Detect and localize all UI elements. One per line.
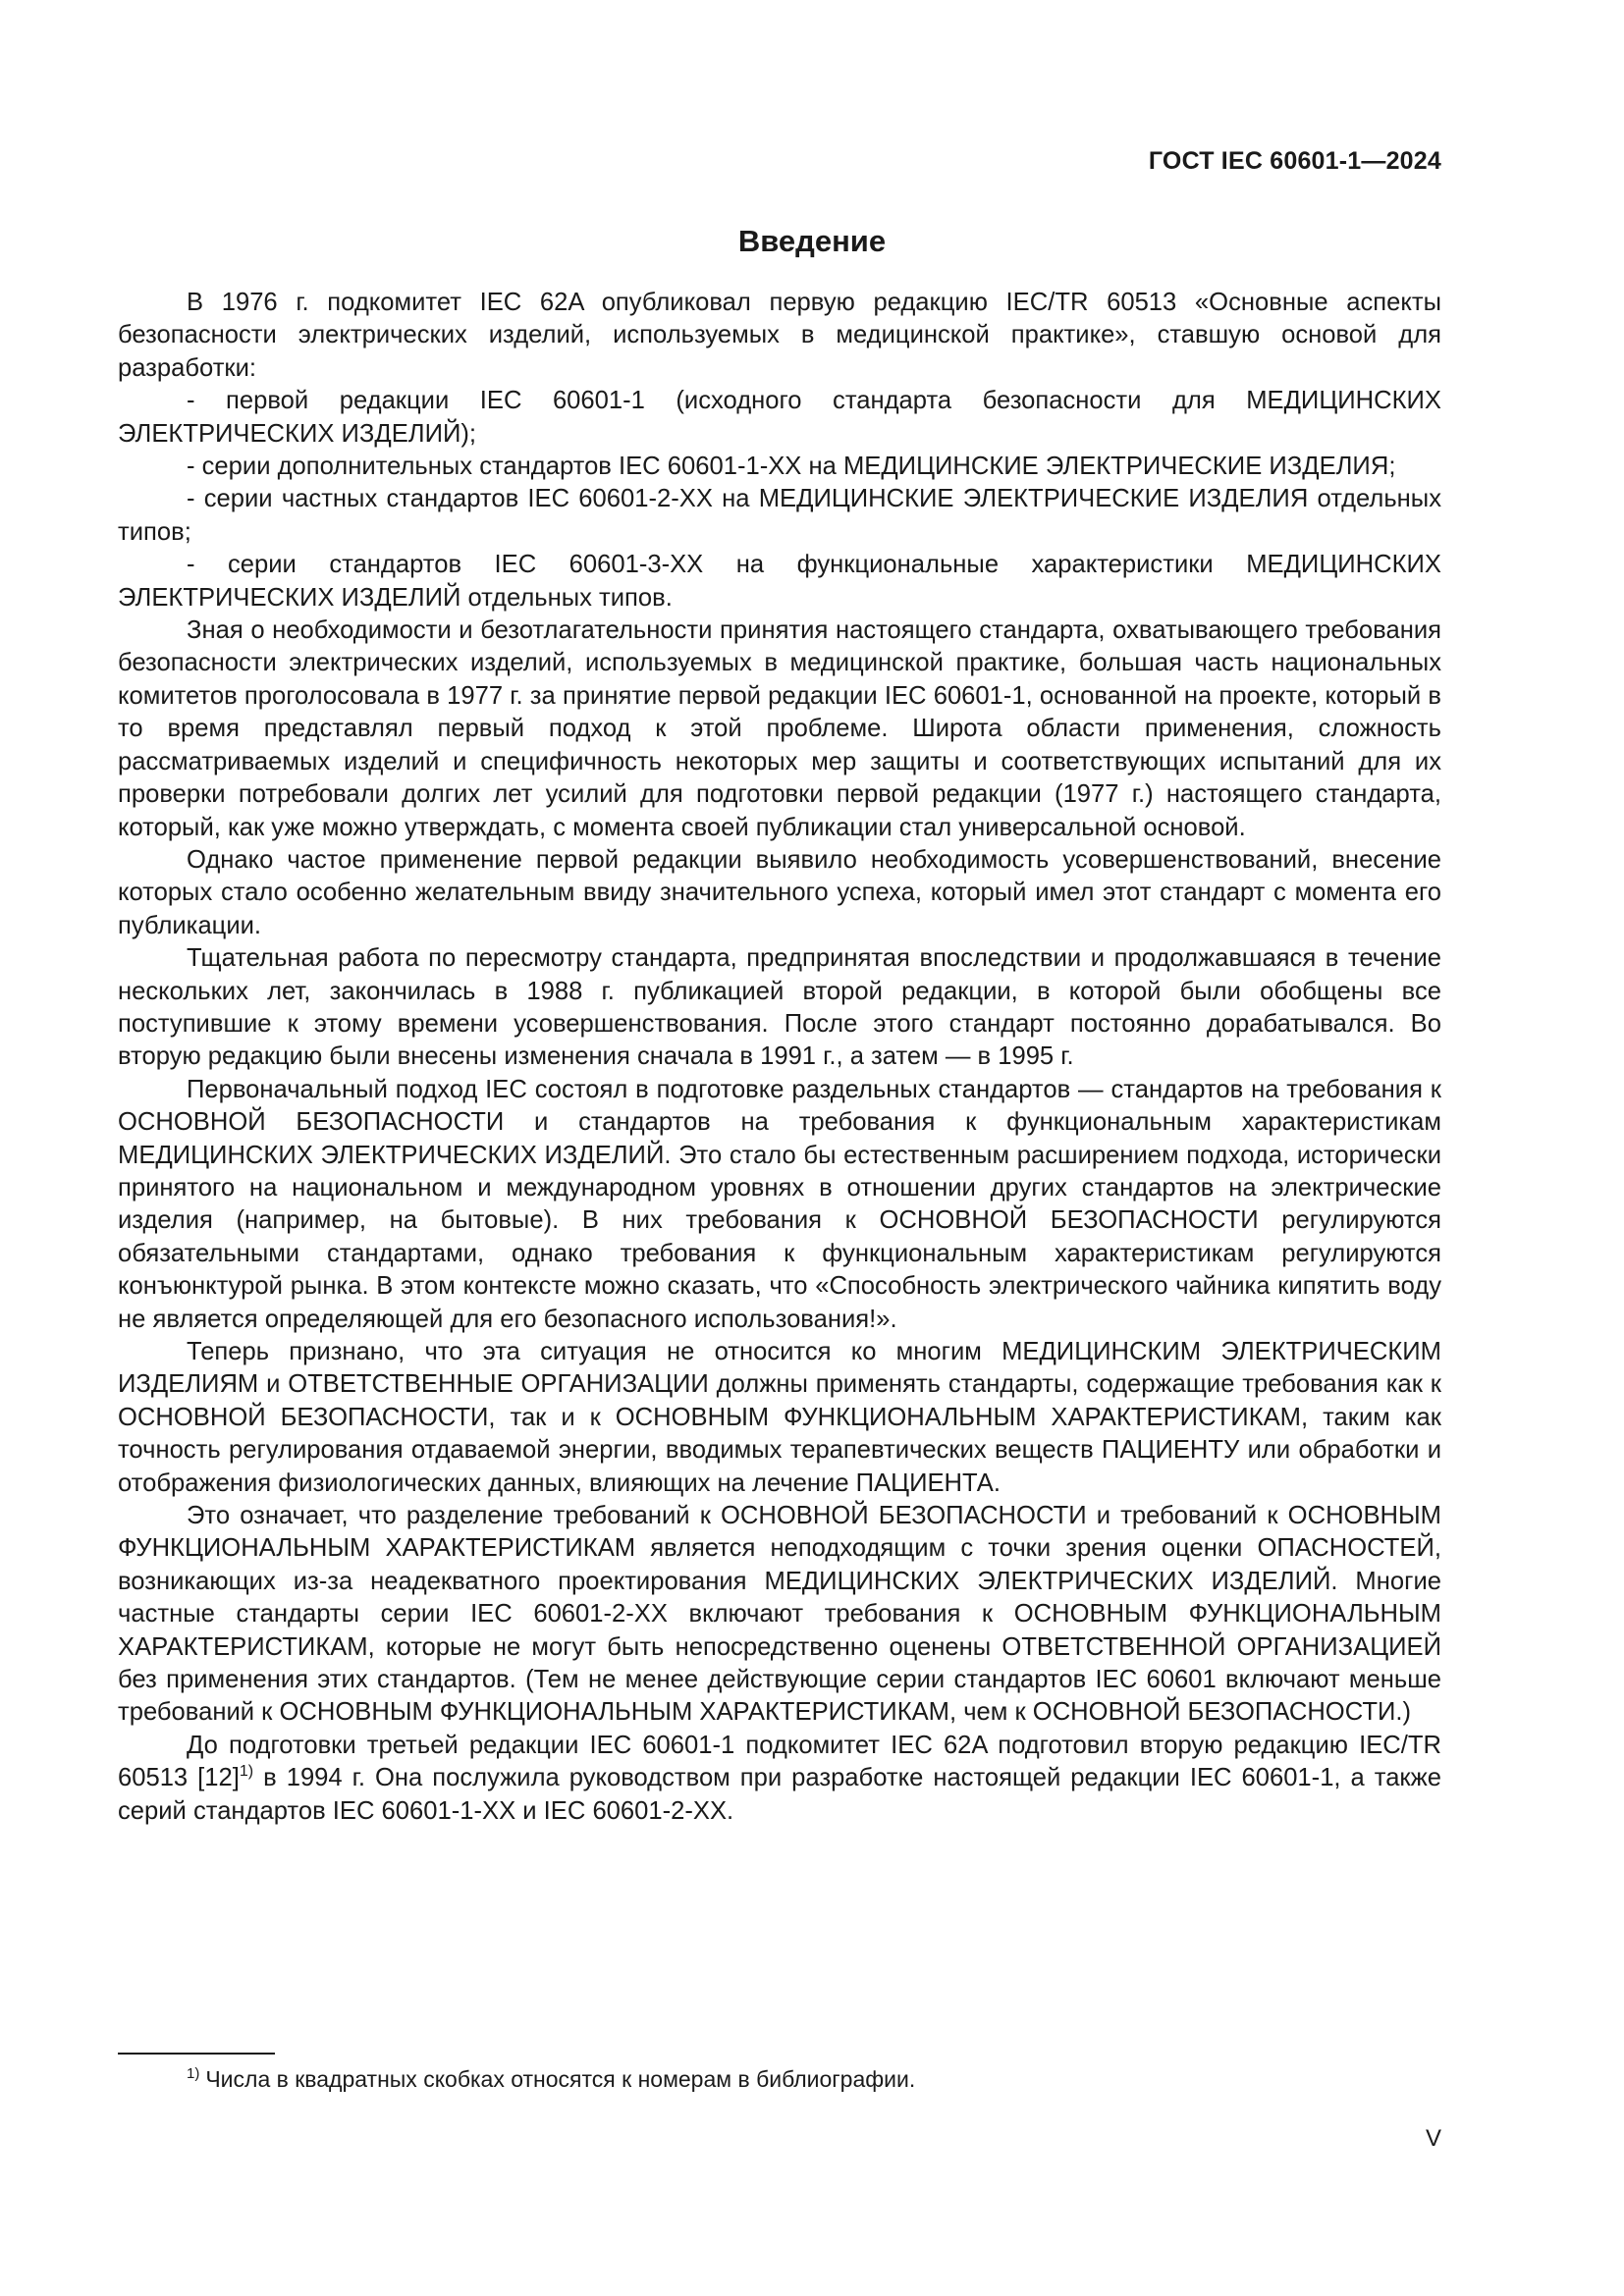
paragraph: Зная о необходимости и безотлагательности принятия настоящего стандарта, охватывающего требования безопасности электрических изделий, используемых в медицинской практике, большая часть национальных комитетов проголосовала в 1977 г. за принятие первой редакции IEC 60601-1, основанной на проекте, который в то время представлял первый подход к этой проблеме. Широта области применения, сложность рассматриваемых изделий и специфичность некоторых мер защиты и соответствующих испытаний для их проверки потребовали долгих лет усилий для подготовки первой редакции (1977 г.) настоящего стандарта, который, как уже можно утверждать, с момента своей публикации стал универсальной основой.	[118, 616, 1441, 841]
body-text	[118, 287, 1441, 1828]
paragraph: В 1976 г. подкомитет IEC 62A опубликовал первую редакцию IEC/TR 60513 «Основные аспекты безопасности электрических изделий, используемых в медицинской практике», ставшую основой для разработки:	[118, 289, 1441, 382]
paragraph: Первоначальный подход IEC состоял в подготовке раздельных стандартов — стандартов на требования к ОСНОВНОЙ БЕЗОПАСНОСТИ и стандартов на требования к функциональным характеристикам МЕДИЦИНСКИХ ЭЛЕКТРИЧЕСКИХ ИЗДЕЛИЙ. Это стало бы естественным расширением подхода, исторически принятого на национальном и международном уровнях в отношении других стандартов на электрические изделия (например, на бытовые). В них требования к ОСНОВНОЙ БЕЗОПАСНОСТИ регулируются обязательными стандартами, однако требования к функциональным характеристикам регулируются конъюнктурой рынка. В этом контексте можно сказать, что «Способность электрического чайника кипятить воду не является определяющей для его безопасного использования!».	[118, 1075, 1441, 1333]
paragraph: Это означает, что разделение требований к ОСНОВНОЙ БЕЗОПАСНОСТИ и требований к ОСНОВНЫМ ФУНКЦИОНАЛЬНЫМ ХАРАКТЕРИСТИКАМ является неподходящим с точки зрения оценки ОПАСНОСТЕЙ, возникающих из-за неадекватного проектирования МЕДИЦИНСКИХ ЭЛЕКТРИЧЕСКИХ ИЗДЕЛИЙ. Многие частные стандарты серии IEC 60601-2-XX включают требования к ОСНОВНЫМ ФУНКЦИОНАЛЬНЫМ ХАРАКТЕРИСТИКАМ, которые не могут быть непосредственно оценены ОТВЕТСТВЕННОЙ ОРГАНИЗАЦИЕЙ без применения этих стандартов. (Тем не менее действующие серии стандартов IEC 60601 включают меньше требований к ОСНОВНЫМ ФУНКЦИОНАЛЬНЫМ ХАРАКТЕРИСТИКАМ, чем к ОСНОВНОЙ БЕЗОПАСНОСТИ.)	[118, 1502, 1441, 1727]
list-item: - серии стандартов IEC 60601-3-XX на функциональные характеристики МЕДИЦИНСКИХ ЭЛЕКТРИЧЕСКИХ ИЗДЕЛИЙ отдельных типов.	[118, 551, 1441, 612]
paragraph: Тщательная работа по пересмотру стандарта, предпринятая впоследствии и продолжавшаяся в течение нескольких лет, закончилась в 1988 г. публикацией второй редакции, в которой были обобщены все поступившие к этому времени усовершенствования. После этого стандарт постоянно дорабатывался. Во вторую редакцию были внесены изменения сначала в 1991 г., а затем — в 1995 г.	[118, 944, 1441, 1071]
paragraph-text: в 1994 г. Она послужила руководством при разработке настоящей редакции IEC 60601-1, а также серий стандартов IEC 60601-1-XX и IEC 60601-2-XX.	[118, 1764, 1441, 1825]
list-item: - серии дополнительных стандартов IEC 60601-1-XX на МЕДИЦИНСКИЕ ЭЛЕКТРИЧЕСКИЕ ИЗДЕЛИЯ;	[187, 453, 1396, 481]
list-item: - серии частных стандартов IEC 60601-2-XX на МЕДИЦИНСКИЕ ЭЛЕКТРИЧЕСКИЕ ИЗДЕЛИЯ отдельных типов;	[118, 485, 1441, 546]
document-designation: ГОСТ IEC 60601-1—2024	[1148, 147, 1441, 175]
paragraph: Теперь признано, что эта ситуация не относится ко многим МЕДИЦИНСКИМ ЭЛЕКТРИЧЕСКИМ ИЗДЕЛИЯМ и ОТВЕТСТВЕННЫЕ ОРГАНИЗАЦИИ должны применять стандарты, содержащие требования как к ОСНОВНОЙ БЕЗОПАСНОСТИ, так и к ОСНОВНЫМ ФУНКЦИОНАЛЬНЫМ ХАРАКТЕРИСТИКАМ, таким как точность регулирования отдаваемой энергии, вводимых терапевтических веществ ПАЦИЕНТУ или обработки и отображения физиологических данных, влияющих на лечение ПАЦИЕНТА.	[118, 1338, 1441, 1497]
section-title: Введение	[737, 224, 887, 258]
footnote-marker: 1)	[187, 2065, 200, 2082]
paragraph-with-footnote	[118, 1730, 1441, 1828]
list-item: - первой редакции IEC 60601-1 (исходного стандарта безопасности для МЕДИЦИНСКИХ ЭЛЕКТРИЧЕСКИХ ИЗДЕЛИЙ);	[118, 387, 1441, 448]
footnote-text: Числа в квадратных скобках относятся к номерам в библиографии.	[205, 2066, 916, 2092]
paragraph-text: До подготовки третьей редакции IEC 60601-1 подкомитет IEC 62A подготовил вторую редакцию IEC/TR 60513 [12]	[118, 1731, 1441, 1792]
page-number: V	[1425, 2125, 1441, 2152]
footnote	[187, 2064, 915, 2094]
footnote-reference[interactable]: 1)	[239, 1763, 254, 1781]
footnote-separator	[118, 2053, 275, 2055]
paragraph: Однако частое применение первой редакции выявило необходимость усовершенствований, внесение которых стало особенно желательным ввиду значительного успеха, который имел этот стандарт с момента его публикации.	[118, 845, 1441, 939]
